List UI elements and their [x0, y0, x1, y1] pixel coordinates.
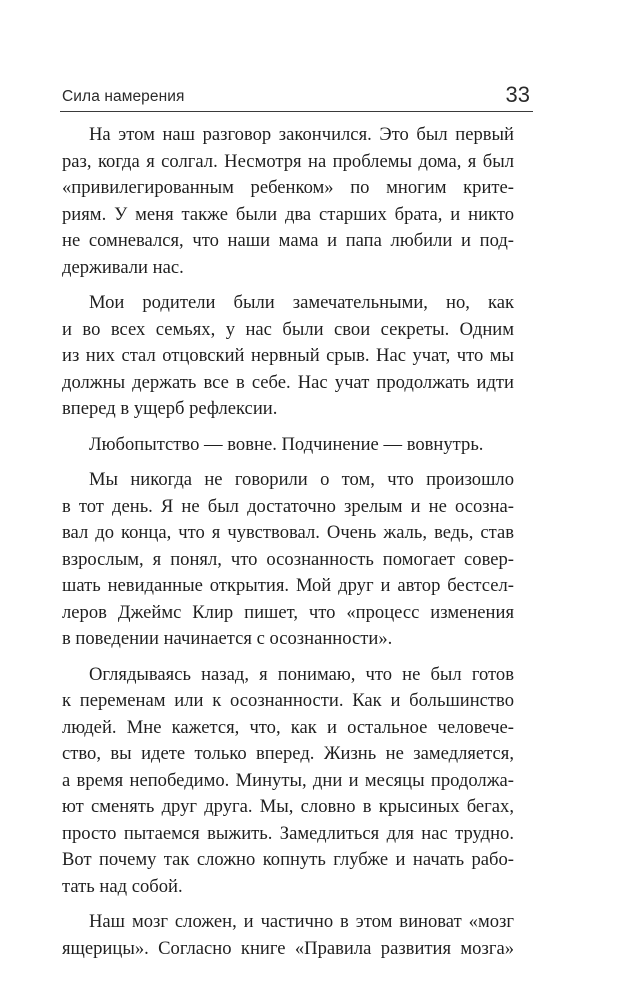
text-line: в тот день. Я не был достаточно зрелым и не осозна- — [62, 495, 514, 517]
text-line: ящерицы». Согласно книге «Правила развития мозга» — [62, 937, 514, 959]
paragraph — [62, 662, 514, 901]
running-title: Сила намерения — [62, 88, 185, 105]
text-line: шать невиданные открытия. Мой друг и автор бестсел- — [62, 575, 514, 596]
text-line: из них стал отцовский нервный срыв. Нас учат, что мы — [62, 345, 514, 366]
running-header — [60, 79, 530, 111]
text-line: Мои родители были замечательными, но, как — [89, 292, 514, 313]
text-line: Наш мозг сложен, и частично в этом виноват «мозг — [89, 911, 514, 932]
paragraph — [62, 467, 514, 653]
body-text — [62, 122, 514, 971]
text-line: Мы никогда не говорили о том, что произошло — [89, 469, 514, 490]
header-rule — [60, 111, 533, 112]
text-line: держивали нас. — [62, 256, 184, 278]
paragraph — [62, 909, 514, 962]
paragraph — [62, 432, 514, 459]
paragraph — [62, 122, 514, 281]
text-line: не сомневался, что наши мама и папа любили и под- — [62, 230, 514, 251]
text-line: людей. Мне кажется, что, как и остальное человече- — [62, 716, 514, 738]
text-line: взрослым, я понял, что осознанность помогает совер- — [62, 548, 514, 570]
text-line: просто пытаемся выжить. Замедлиться для нас трудно. — [62, 822, 514, 844]
text-line: а время непобедимо. Минуты, дни и месяцы продолжа- — [62, 769, 514, 791]
text-line: ют сменять друг друга. Мы, словно в крысиных бегах, — [62, 796, 514, 817]
paragraph — [62, 290, 514, 423]
text-line: Оглядываясь назад, я понимаю, что не был готов — [89, 663, 514, 685]
text-line: вперед в ущерб рефлексии. — [62, 398, 278, 419]
text-line: тать над собой. — [62, 875, 183, 897]
text-line: и во всех семьях, у нас были свои секреты. Одним — [62, 318, 514, 340]
text-line: «привилегированным ребенком» по многим крите- — [62, 177, 514, 198]
text-line: вал до конца, что я чувствовал. Очень жаль, ведь, став — [62, 522, 514, 543]
text-line: риям. У меня также были два старших брата, и никто — [62, 203, 514, 225]
text-line: На этом наш разговор закончился. Это был первый — [89, 124, 514, 145]
text-line: леров Джеймс Клир пишет, что «процесс изменения — [62, 601, 514, 623]
text-line: Любопытство — вовне. Подчинение — вовнутрь. — [89, 433, 484, 455]
text-line: Вот почему так сложно копнуть глубже и начать рабо- — [62, 849, 514, 870]
text-line: ство, вы идете только вперед. Жизнь не замедляется, — [62, 743, 514, 764]
text-line: раз, когда я солгал. Несмотря на проблемы дома, я был — [62, 150, 514, 172]
text-line: должны держать все в себе. Нас учат продолжать идти — [62, 371, 514, 393]
text-line: в поведении начинается с осознанности». — [62, 628, 393, 649]
text-line: к переменам или к осознанности. Как и большинство — [62, 690, 514, 711]
page-number: 33 — [505, 82, 530, 107]
